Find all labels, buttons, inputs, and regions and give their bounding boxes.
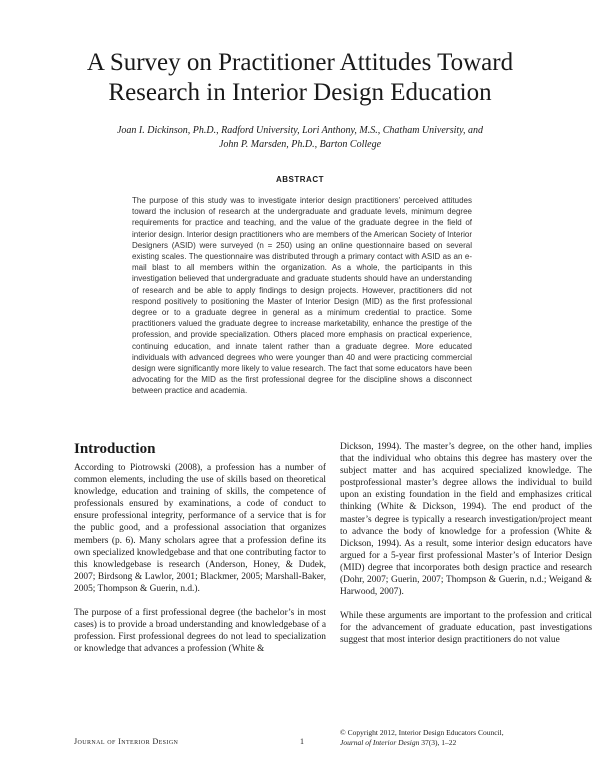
page-number: 1 bbox=[300, 737, 304, 746]
paragraph: While these arguments are important to the profession and critical for the advancement of graduate education, past investigations suggest that most interior design practitioners do not value bbox=[340, 611, 592, 646]
citation-line bbox=[340, 738, 560, 748]
copyright-line: © Copyright 2012, Interior Design Educators Council, bbox=[340, 728, 504, 737]
paragraph: The purpose of a first professional degree (the bachelor’s in most cases) is to provide a broad understanding and knowledgebase of a profession. First professional degrees do not lead to specialization or knowledge that advances a profession (White & bbox=[74, 608, 326, 655]
title-line-1: A Survey on Practitioner Attitudes Toward bbox=[86, 49, 514, 76]
copyright-notice bbox=[340, 728, 560, 747]
paragraph: Dickson, 1994). The master’s degree, on the other hand, implies that the individual who obtains this degree has mastery over the subject matter and has acquired specialized knowledge. The postprofessional master’s degree allows the individual to build upon an existing foundation in the field and emphasizes critical thinking (White & Dickson, 1994). The end product of the master’s degree is typically a research investigation/project meant to advance the body of knowledge for a profession (White & Dickson, 1994). As a result, some interior design educators have argued for a 5-year first professional Master’s of Interior Design (MID) degree that incorporates both design practice and research (Dohr, 2007; Guerin, 2007; Thompson & Guerin, n.d.; Weigand & Harwood, 2007). bbox=[340, 442, 592, 598]
author-list bbox=[90, 124, 510, 152]
introduction-heading: Introduction bbox=[74, 441, 156, 457]
citation-journal: Journal of Interior Design bbox=[340, 737, 420, 747]
article-title bbox=[40, 48, 560, 108]
title-line-2: Research in Interior Design Education bbox=[108, 79, 492, 106]
journal-name-footer: Journal of Interior Design bbox=[74, 737, 179, 746]
abstract-heading: ABSTRACT bbox=[276, 175, 324, 184]
body-column-right bbox=[340, 441, 592, 659]
body-column-left bbox=[74, 440, 326, 667]
author-line-1: Joan I. Dickinson, Ph.D., Radford University, Lori Anthony, M.S., Chatham University, and bbox=[116, 125, 484, 136]
abstract-text: The purpose of this study was to investigate interior design practitioners’ perceived attitudes toward the inclusion of research at the undergraduate and graduate levels, minimum degree requirements for practice and teaching, and the value of the graduate degree in the field of interior design. Interior design practitioners who are members of the American Society of Interior Designers (ASID) were surveyed (n = 250) using an online questionnaire based on several existing scales. The questionnaire was distributed through a primary contact with ASID as an e-mail blast to all members within the organization. As a whole, the participants in this investigation believed that undergraduate and graduate students should have an understanding of research and be able to apply findings to design projects. However, practitioners did not respond positively to positioning the Master of Interior Design (MID) as the first professional degree or to a graduate degree in general as a minimum credential to practice. Some practitioners valued the graduate degree to increase marketability, enhance the prestige of the profession, and provide specialization. Others placed more emphasis on practical experience, continuing education, and innate talent rather than a graduate degree. More educated individuals with advanced degrees who were younger than 40 and were practicing commercial design were significantly more likely to value research. The fact that some educators have been advocating for the MID as the first professional degree for the discipline shows a disconnect between practice and academia. bbox=[132, 196, 472, 396]
paragraph: According to Piotrowski (2008), a profession has a number of common elements, including the use of skills based on theoretical knowledge, education and training of skills, the competence of professionals ensured by examinations, a code of conduct to ensure professional integrity, performance of a service that is for the public good, and a professional association that organizes members (p. 6). Many scholars agree that a profession define its own specialized knowledgebase and that one contributing factor to this knowledgebase is research (Anderson, Honey, & Dudek, 2007; Birdsong & Lawlor, 2001; Blackmer, 2005; Marshall-Baker, 2005; Thompson & Guerin, n.d.). bbox=[74, 463, 326, 594]
citation-volume: 37(3), 1–22 bbox=[419, 737, 457, 747]
author-line-2: John P. Marsden, Ph.D., Barton College bbox=[218, 139, 382, 150]
